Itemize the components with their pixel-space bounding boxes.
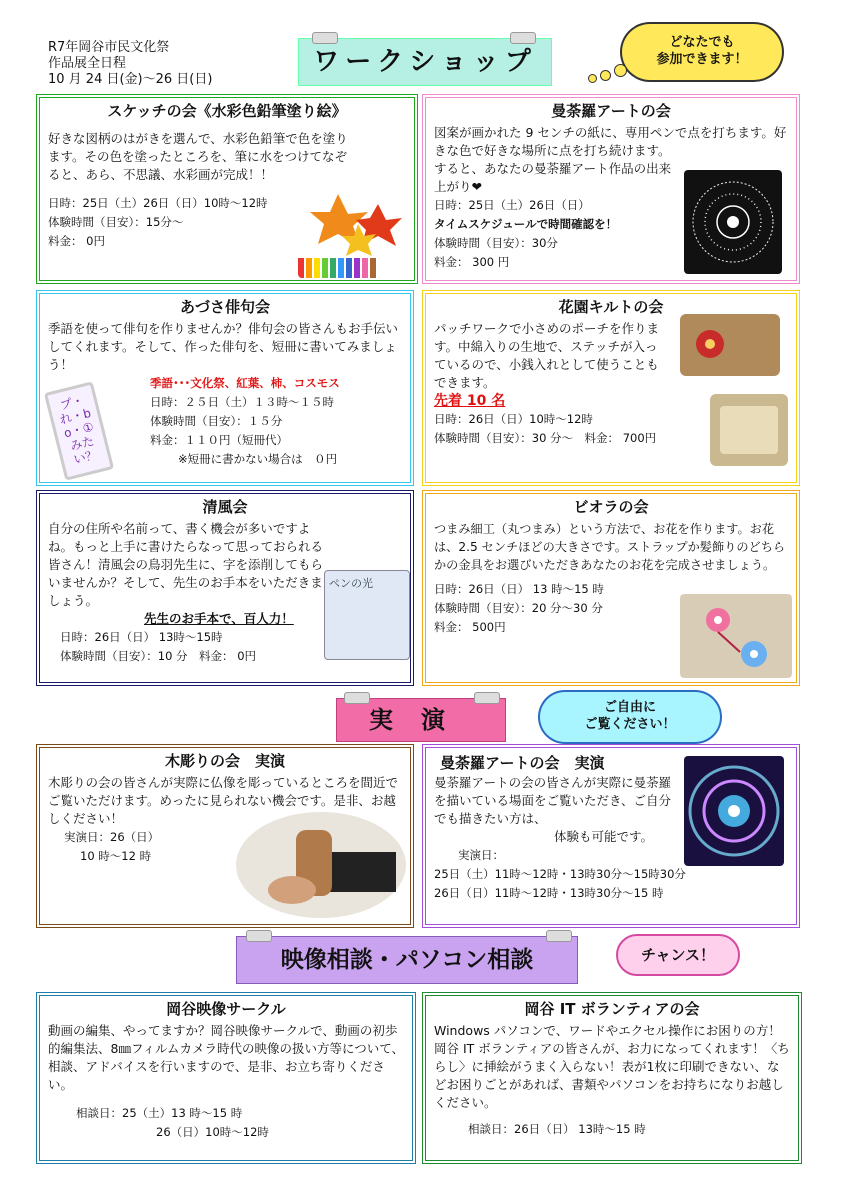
video-date1: 相談日：25（土）13 時～15 時 bbox=[76, 1106, 243, 1120]
mandala-title: 曼荼羅アートの会 bbox=[551, 102, 671, 120]
header-line1: R7年岡谷市民文化祭 bbox=[48, 40, 170, 55]
callout-anyone-line1: どなたでも bbox=[669, 35, 735, 50]
quilt-limit: 先着 10 名 bbox=[434, 393, 506, 409]
mandala-date: 日時：25日（土）26日（日） bbox=[434, 198, 590, 212]
biora-fee: 料金： 500円 bbox=[434, 620, 506, 634]
clip-icon bbox=[312, 32, 338, 44]
mandala-demo-title: 曼荼羅アートの会 実演 bbox=[440, 754, 605, 772]
it-title: 岡谷 IT ボランティアの会 bbox=[524, 1000, 700, 1018]
sketch-box bbox=[36, 94, 418, 284]
quilt-body: パッチワークで小さめのポーチを作ります。中綿入りの生地で、ステッチが入っているので、小銭入れとして使うこともできます。 bbox=[434, 321, 660, 390]
mokucho-body: 木彫りの会の皆さんが実際に仏像を彫っているところを間近でご覧いただけます。めったに見られない機会です。是非、お越しください！ bbox=[48, 775, 399, 826]
mandala-color-image bbox=[684, 756, 784, 866]
clip-icon bbox=[510, 32, 536, 44]
mandala-art-image bbox=[684, 170, 782, 274]
clip-icon bbox=[546, 930, 572, 942]
haiku-title: あづさ俳句会 bbox=[179, 298, 270, 316]
tanzaku-image: プ・れ・bo・①みたい？ bbox=[44, 381, 114, 480]
biora-box bbox=[422, 490, 800, 686]
seifu-title: 清風会 bbox=[202, 498, 248, 516]
mokucho-title: 木彫りの会 実演 bbox=[164, 752, 285, 770]
it-box bbox=[422, 992, 802, 1164]
mokucho-date-label: 実演日：26（日） bbox=[64, 830, 160, 844]
haiku-body: 季語を使って俳句を作りませんか？俳句会の皆さんもお手伝いしてくれます。そして、作った俳句を、短冊に書いてみましょう！ bbox=[48, 321, 399, 372]
mandala-note: タイムスケジュールで時間確認を！ bbox=[434, 217, 618, 231]
callout-free bbox=[540, 692, 720, 742]
mandala-demo-box bbox=[422, 744, 800, 928]
quilt-title: 花園キルトの会 bbox=[558, 298, 664, 316]
quilt-timefee: 体験時間（目安）：30 分～ 料金： 700円 bbox=[434, 431, 657, 445]
mandala-demo-date-label: 実演日： bbox=[458, 848, 504, 862]
mandala-demo-day1: 25日（土）11時～12時・13時30分～15時30分 bbox=[434, 867, 686, 881]
clip-icon bbox=[246, 930, 272, 942]
mandala-box bbox=[422, 94, 800, 284]
mandala-body2: すると、あなたの曼荼羅アート作品の出来上がり❤ bbox=[434, 161, 672, 194]
workshop-title: ワークショップ bbox=[298, 38, 552, 86]
mandala-demo-body2: 体験も可能です。 bbox=[554, 829, 654, 844]
callout-free-line1: ご自由に bbox=[603, 700, 656, 715]
quilt-date: 日時：26日（日）10時～12時 bbox=[434, 412, 593, 426]
video-box bbox=[36, 992, 416, 1164]
haiku-date: 日時：２５日（土）１３時～１５時 bbox=[150, 395, 334, 409]
callout-anyone bbox=[622, 24, 782, 80]
chance-badge: チャンス！ bbox=[616, 934, 740, 976]
pen-book-image: ペンの光 bbox=[324, 570, 410, 660]
seifu-slogan: 先生のお手本で、百人力！ bbox=[144, 611, 294, 626]
mandala-demo-body: 曼荼羅アートの会の皆さんが実際に曼荼羅を描いている場面をご覧いただき、ご自分でも描きたい方は、 bbox=[434, 775, 672, 826]
header-info bbox=[48, 40, 212, 88]
haiku-time: 体験時間（目安）：１５分 bbox=[150, 414, 283, 428]
sketch-title: スケッチの会《水彩色鉛筆塗り絵》 bbox=[107, 102, 347, 120]
jitsuen-title: 実演 bbox=[336, 698, 506, 742]
seifu-timefee: 体験時間（目安）：10 分 料金： 0円 bbox=[60, 649, 257, 663]
biora-date: 日時：26日（日） 13 時～15 時 bbox=[434, 582, 604, 596]
sketch-date: 日時：25日（土）26日（日）10時～12時 bbox=[48, 196, 268, 210]
consult-title: 映像相談・パソコン相談 bbox=[236, 936, 578, 984]
tsumami-flower-image bbox=[680, 594, 792, 678]
seifu-body: 自分の住所や名前って、書く機会が多いですよね。もっと上手に書けたらなって思っておられる皆さん！清風会の鳥羽先生に、字を添削してもらいませんか？そして、先生のお手本をいただきましょう。 bbox=[48, 521, 324, 608]
it-date: 相談日：26日（日） 13時～15 時 bbox=[468, 1122, 646, 1136]
mandala-fee: 料金： 300 円 bbox=[434, 255, 510, 269]
mandala-body1: 図案が画かれた 9 センチの紙に、専用ペンで点を打ちます。好きな色で好きな場所に点を打ち続けます。 bbox=[434, 125, 787, 158]
wood-carving-image bbox=[236, 812, 406, 918]
mokucho-date-time: 10 時～12 時 bbox=[80, 849, 152, 863]
quilt-open-pouch-image bbox=[710, 394, 788, 466]
sketch-time: 体験時間（目安）：15分～ bbox=[48, 215, 184, 229]
sketch-body: 好きな図柄のはがきを選んで、水彩色鉛筆で色を塗ります。その色を塗ったところを、筆に水をつけてなぞると、あら、不思議、水彩画が完成！！ bbox=[48, 131, 348, 182]
thought-dot-icon bbox=[614, 64, 627, 77]
maple-leaves-pencils-icon bbox=[298, 184, 410, 278]
header-line2: 作品展全日程 bbox=[48, 56, 127, 71]
mokucho-box bbox=[36, 744, 414, 928]
biora-body: つまみ細工（丸つまみ）という方法で、お花を作ります。お花は、2.5 センチほどの大きさです。ストラップか髪飾りのどちらかの金具をお選びいただきあなたのお花を完成させましょう。 bbox=[434, 522, 786, 572]
mandala-time: 体験時間（目安）：30分 bbox=[434, 236, 558, 250]
header-line3: 10 月 24 日(金)～26 日(日) bbox=[48, 72, 213, 87]
haiku-kigo: 季語･･･文化祭、紅葉、柿、コスモス bbox=[150, 376, 340, 390]
haiku-fee: 料金：１１０円（短冊代） bbox=[150, 433, 288, 447]
callout-anyone-line2: 参加できます！ bbox=[656, 52, 748, 67]
thought-dot-icon bbox=[588, 74, 597, 83]
quilt-pouch-image bbox=[680, 314, 780, 376]
it-body: Windows パソコンで、ワードやエクセル操作にお困りの方！岡谷 IT ボランティアの皆さんが、お力になってくれます！〈ちらし〉に挿絵がうまく入らない！表が1枚に印刷できない、などお困りごとがあれば、書類やパソコンをお持ちになりお越しください。 bbox=[434, 1023, 790, 1110]
haiku-box bbox=[36, 290, 414, 486]
seifu-box bbox=[36, 490, 414, 686]
mandala-demo-day2: 26日（日）11時～12時・13時30分～15 時 bbox=[434, 886, 664, 900]
video-body: 動画の編集、やってますか？岡谷映像サークルで、動画の初歩的編集法、8㎜フィルムカメラ時代の映像の扱い方等について、相談、アドバイスを行いますので、是非、お立ち寄りください。 bbox=[48, 1023, 404, 1092]
quilt-box bbox=[422, 290, 800, 486]
video-date2: 26（日）10時～12時 bbox=[156, 1125, 269, 1139]
clip-icon bbox=[474, 692, 500, 704]
haiku-note: ※短冊に書かない場合は ０円 bbox=[178, 452, 338, 466]
thought-dot-icon bbox=[600, 70, 611, 81]
callout-free-line2: ご覧ください！ bbox=[584, 717, 676, 732]
video-title: 岡谷映像サークル bbox=[166, 1000, 286, 1018]
sketch-fee: 料金： 0円 bbox=[48, 234, 105, 248]
clip-icon bbox=[344, 692, 370, 704]
biora-time: 体験時間（目安）：20 分～30 分 bbox=[434, 601, 603, 615]
biora-title: ビオラの会 bbox=[573, 498, 649, 516]
seifu-date: 日時：26日（日） 13時～15時 bbox=[60, 630, 223, 644]
